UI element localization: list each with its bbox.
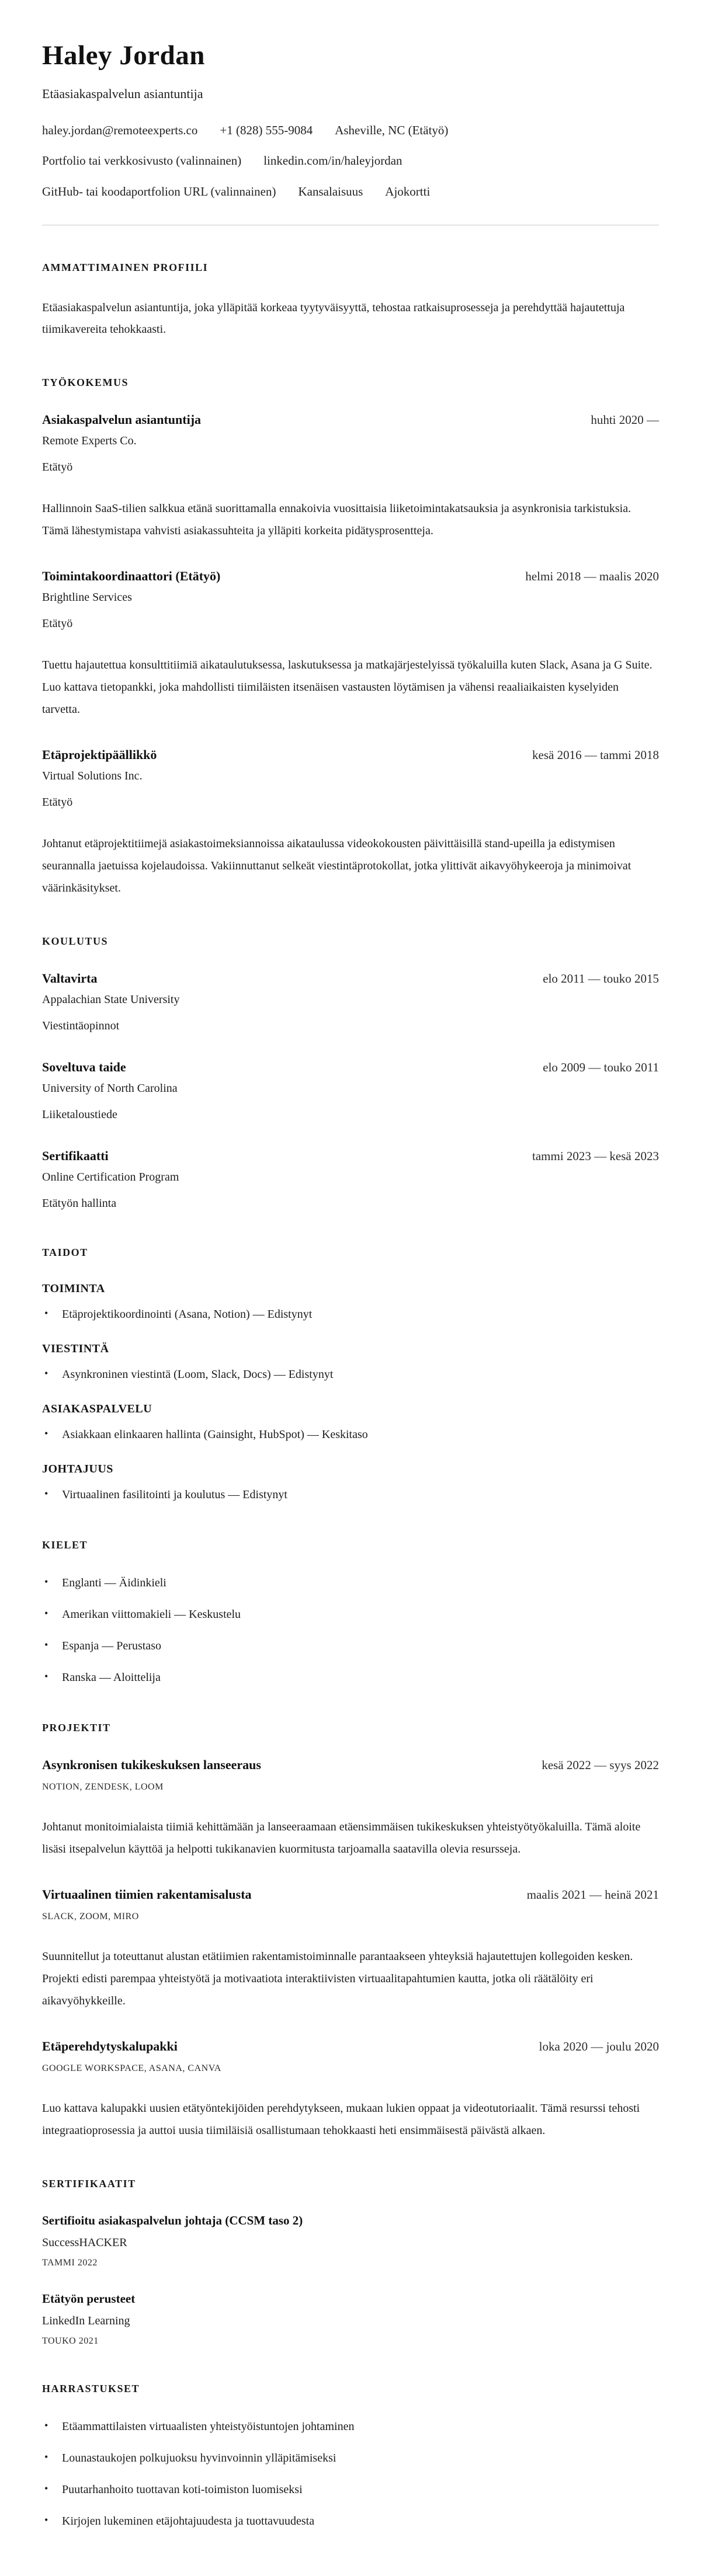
candidate-name: Haley Jordan — [42, 40, 205, 71]
skill-item: • Etäprojektikoordinointi (Asana, Notion) — Edistynyt — [42, 1306, 659, 1322]
contact-github: GitHub- tai koodaportfolion URL (valinnainen) — [42, 184, 276, 199]
certification-entry — [42, 2213, 659, 2268]
section-skills — [42, 1247, 659, 1503]
skill-group — [42, 1402, 659, 1443]
project-entry — [42, 1757, 659, 1860]
contact-email: haley.jordan@remoteexperts.co — [42, 123, 198, 138]
education-school: Appalachian State University — [42, 993, 180, 1006]
education-dates: elo 2011 — touko 2015 — [543, 971, 659, 986]
certification-title: Sertifioitu asiakaspalvelun johtaja (CCSM taso 2) — [42, 2213, 303, 2227]
job-company: Brightline Services — [42, 590, 132, 604]
education-dates: tammi 2023 — kesä 2023 — [532, 1148, 659, 1163]
contact-citizenship: Kansalaisuus — [298, 184, 363, 199]
project-title: Asynkronisen tukikeskuksen lanseeraus — [42, 1757, 261, 1772]
education-field: Viestintäopinnot — [42, 1019, 120, 1032]
job-company: Virtual Solutions Inc. — [42, 769, 143, 782]
job-entry — [42, 412, 659, 542]
education-head — [42, 1060, 659, 1075]
certification-date: TAMMI 2022 — [42, 2257, 98, 2268]
languages-heading: KIELET — [42, 1538, 88, 1551]
certification-issuer: LinkedIn Learning — [42, 2314, 130, 2327]
certification-issuer: SuccessHACKER — [42, 2236, 127, 2249]
education-entry — [42, 1060, 659, 1122]
job-description: Johtanut etäprojektitiimejä asiakastoimeksiannoissa aikataulussa videokokousten päivittäisillä stand-upeilla ja edistymisen seurannalla jaetuissa kojelaudoissa. Vakiinnuttanut selkeät viestintäprotokollat, jotka ylittivät aikavyöhykeeroja ja minimoivat väärinkäsitykset. — [42, 837, 631, 894]
language-item: • Englanti — Äidinkieli — [42, 1575, 659, 1591]
job-head — [42, 569, 659, 584]
certification-entry — [42, 2292, 659, 2347]
project-head — [42, 1757, 659, 1773]
skill-group — [42, 1342, 659, 1383]
hobby-item: • Puutarhanhoito tuottavan koti-toimiston luomiseksi — [42, 2481, 659, 2498]
skill-category: JOHTAJUUS — [42, 1462, 113, 1475]
skill-group — [42, 1463, 659, 1503]
education-degree: Soveltuva taide — [42, 1059, 126, 1074]
certifications-heading: SERTIFIKAATIT — [42, 2177, 136, 2189]
education-head — [42, 971, 659, 986]
education-heading: KOULUTUS — [42, 935, 109, 947]
section-certifications — [42, 2178, 659, 2347]
project-dates: loka 2020 — joulu 2020 — [539, 2039, 659, 2053]
contact-line-3 — [42, 184, 659, 199]
job-entry — [42, 747, 659, 899]
hobbies-heading: HARRASTUKSET — [42, 2382, 140, 2394]
contact-linkedin: linkedin.com/in/haleyjordan — [263, 154, 402, 168]
job-head — [42, 412, 659, 427]
skill-list — [42, 1426, 659, 1443]
job-dates: kesä 2016 — tammi 2018 — [532, 747, 659, 762]
skill-list — [42, 1487, 659, 1503]
skills-heading: TAIDOT — [42, 1246, 88, 1258]
skill-list — [42, 1306, 659, 1322]
skill-category: ASIAKASPALVELU — [42, 1402, 152, 1415]
project-tools: SLACK, ZOOM, MIRO — [42, 1911, 139, 1921]
contact-license: Ajokortti — [385, 184, 431, 199]
hobby-list — [42, 2418, 659, 2529]
contact-block — [42, 123, 659, 199]
project-entry — [42, 1887, 659, 2012]
certification-title: Etätyön perusteet — [42, 2291, 136, 2306]
skill-list — [42, 1366, 659, 1383]
skill-category: VIESTINTÄ — [42, 1342, 109, 1355]
experience-heading: TYÖKOKEMUS — [42, 376, 129, 388]
language-item: • Espanja — Perustaso — [42, 1638, 659, 1654]
job-dates: huhti 2020 — — [591, 412, 659, 427]
contact-portfolio: Portfolio tai verkkosivusto (valinnainen) — [42, 154, 242, 168]
contact-phone: +1 (828) 555-9084 — [220, 123, 313, 138]
job-title: Asiakaspalvelun asiantuntija — [42, 412, 202, 427]
education-entry — [42, 971, 659, 1033]
job-location: Etätyö — [42, 795, 73, 809]
hobby-item: • Lounastaukojen polkujuoksu hyvinvoinnin ylläpitämiseksi — [42, 2450, 659, 2466]
job-description: Tuettu hajautettua konsulttitiimiä aikataulutuksessa, laskutuksessa ja matkajärjestelyissä työkaluilla kuten Slack, Asana ja G Suite. Luo kattava tietopankki, joka mahdollisti tiimiläisten itsenäisen vastausten löytämisen ja vähensi reaaliaikaisten kyselyiden tarvetta. — [42, 658, 653, 716]
projects-heading: PROJEKTIT — [42, 1721, 111, 1733]
project-head — [42, 2039, 659, 2054]
hobby-item: • Etäammattilaisten virtuaalisten yhteistyöistuntojen johtaminen — [42, 2418, 659, 2435]
skill-item: • Asynkroninen viestintä (Loom, Slack, Docs) — Edistynyt — [42, 1366, 659, 1383]
certification-date: TOUKO 2021 — [42, 2335, 99, 2346]
language-item: • Ranska — Aloittelija — [42, 1669, 659, 1686]
section-hobbies — [42, 2383, 659, 2529]
job-entry — [42, 569, 659, 720]
profile-text: Etäasiakaspalvelun asiantuntija, joka ylläpitää korkeaa tyytyväisyyttä, tehostaa ratkaisuprosesseja ja perehdyttää hajautettuja tiimikavereita tehokkaasti. — [42, 301, 625, 336]
profile-heading: AMMATTIMAINEN PROFIILI — [42, 261, 209, 273]
education-school: Online Certification Program — [42, 1170, 179, 1183]
education-dates: elo 2009 — touko 2011 — [543, 1060, 659, 1074]
education-entry — [42, 1148, 659, 1210]
education-degree: Valtavirta — [42, 970, 98, 986]
job-description: Hallinnoin SaaS-tilien salkkua etänä suorittamalla ennakoivia vuosittaisia liiketoimintakatsauksia ja asynkronisia tarkistuksia. Tämä lähestymistapa vahvisti asiakassuhteita ja ylläpiti korkeita pidätysprosentteja. — [42, 502, 631, 537]
skill-category: TOIMINTA — [42, 1282, 105, 1295]
education-degree: Sertifikaatti — [42, 1148, 109, 1163]
project-dates: maalis 2021 — heinä 2021 — [526, 1887, 659, 1902]
section-experience — [42, 377, 659, 899]
skill-item: • Virtuaalinen fasilitointi ja koulutus — Edistynyt — [42, 1487, 659, 1503]
language-list — [42, 1575, 659, 1686]
section-projects — [42, 1722, 659, 2142]
candidate-headline: Etäasiakaspalvelun asiantuntija — [42, 86, 203, 102]
resume-header — [42, 40, 659, 225]
project-description: Luo kattava kalupakki uusien etätyöntekijöiden perehdytykseen, mukaan lukien oppaat ja videotutoriaalit. Tämä resurssi tehosti integraatioprosessia ja auttoi uusia tiimiläisiä osallistumaan tehokkaasti heti ensimmäisestä päivästä alkaen. — [42, 2101, 640, 2137]
contact-location: Asheville, NC (Etätyö) — [335, 123, 449, 138]
hobby-item: • Kirjojen lukeminen etäjohtajuudesta ja tuottavuudesta — [42, 2513, 659, 2529]
education-school: University of North Carolina — [42, 1081, 178, 1095]
project-description: Suunnitellut ja toteuttanut alustan etätiimien rakentamistoiminnalle parantaakseen yhteyksiä hajautettujen kollegoiden kesken. Projekti edisti parempaa yhteistyötä ja motivaatiota interaktiivisten virtuaalitapahtumien kautta, jotka oli räätälöity eri aikavyöhykkeille. — [42, 1950, 633, 2007]
job-head — [42, 747, 659, 763]
job-company: Remote Experts Co. — [42, 434, 137, 447]
project-tools: NOTION, ZENDESK, LOOM — [42, 1781, 164, 1792]
section-education — [42, 935, 659, 1210]
section-profile — [42, 262, 659, 340]
job-title: Toimintakoordinaattori (Etätyö) — [42, 568, 221, 583]
skill-group — [42, 1282, 659, 1322]
project-tools: GOOGLE WORKSPACE, ASANA, CANVA — [42, 2063, 221, 2073]
project-title: Virtuaalinen tiimien rakentamisalusta — [42, 1886, 252, 1902]
project-title: Etäperehdytyskalupakki — [42, 2038, 178, 2053]
skill-item: • Asiakkaan elinkaaren hallinta (Gainsight, HubSpot) — Keskitaso — [42, 1426, 659, 1443]
language-item: • Amerikan viittomakieli — Keskustelu — [42, 1606, 659, 1623]
contact-line-1 — [42, 123, 659, 138]
section-languages — [42, 1539, 659, 1686]
contact-line-2 — [42, 153, 659, 168]
job-location: Etätyö — [42, 460, 73, 474]
education-field: Etätyön hallinta — [42, 1196, 117, 1210]
job-dates: helmi 2018 — maalis 2020 — [525, 569, 659, 583]
project-entry — [42, 2039, 659, 2142]
job-location: Etätyö — [42, 617, 73, 630]
project-dates: kesä 2022 — syys 2022 — [542, 1757, 659, 1772]
education-field: Liiketaloustiede — [42, 1108, 117, 1121]
project-head — [42, 1887, 659, 1902]
job-title: Etäprojektipäällikkö — [42, 747, 157, 762]
education-head — [42, 1148, 659, 1164]
project-description: Johtanut monitoimialaista tiimiä kehittämään ja lanseeraamaan etäensimmäisen tukikeskuksen yhteistyötyökaluilla. Tämä aloite lisäsi itsepalvelun käyttöä ja helpotti tukikanavien kuormitusta tarjoamalla saatavilla olevia resursseja. — [42, 1820, 641, 1856]
